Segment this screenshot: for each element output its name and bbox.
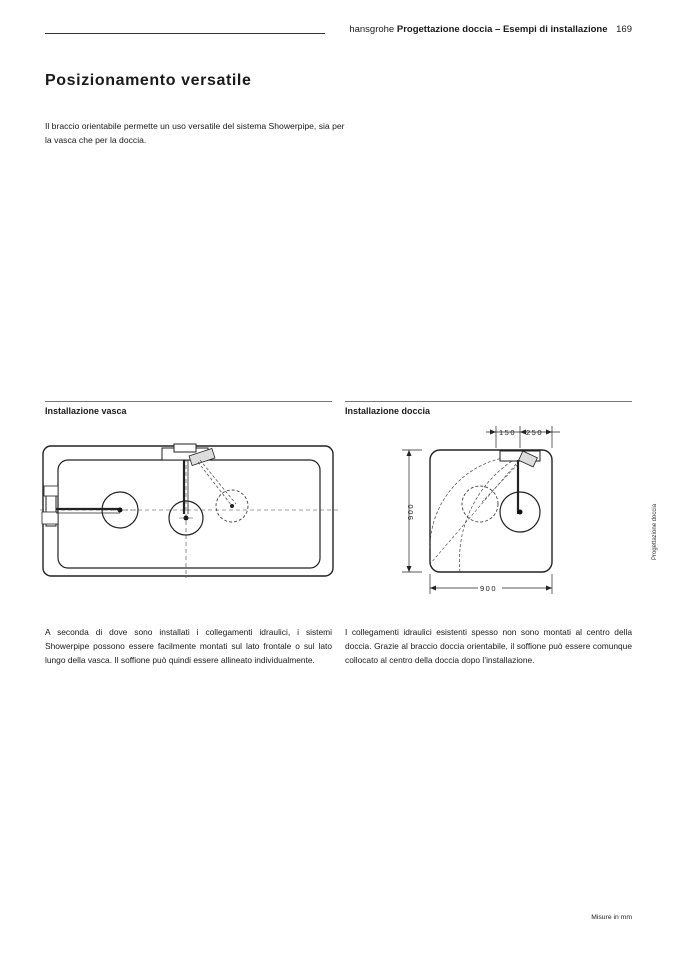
page-header (349, 24, 632, 35)
dim-offset-left: 150 (499, 428, 517, 437)
dim-width: 900 (480, 584, 498, 593)
left-column-rule (45, 401, 332, 402)
units-footnote: Misure in mm (591, 914, 632, 921)
bathtub-heading: Installazione vasca (45, 406, 127, 416)
header-section: Progettazione doccia – Esempi di installazione (396, 24, 608, 35)
page-title: Posizionamento versatile (45, 72, 252, 89)
header-brand: hansgrohe (349, 24, 395, 35)
bathtub-diagram (40, 440, 340, 580)
shower-heading: Installazione doccia (345, 406, 431, 416)
shower-description: I collegamenti idraulici esistenti spesso non sono montati al centro della doccia. Grazie al braccio doccia orientabile, il soffione può essere comunque collocato al centro della doccia dopo l’installazione. (345, 627, 632, 666)
right-column-rule (345, 401, 632, 402)
dim-offset-right: 250 (526, 428, 544, 437)
bathtub-description: A seconda di dove sono installati i collegamenti idraulici, i sistemi Showerpipe possono essere facilmente montati sul lato frontale o sul lato lungo della vasca. Il soffione può quindi essere allineato individualmente. (45, 627, 332, 666)
side-tab-label: Progettazione doccia (652, 503, 658, 560)
page-number: 169 (616, 24, 632, 35)
dim-height: 900 (406, 502, 415, 520)
shower-diagram (400, 424, 570, 599)
header-rule (45, 33, 325, 34)
intro-paragraph: Il braccio orientabile permette un uso versatile del sistema Showerpipe, sia per la vasca che per la doccia. (45, 121, 345, 145)
